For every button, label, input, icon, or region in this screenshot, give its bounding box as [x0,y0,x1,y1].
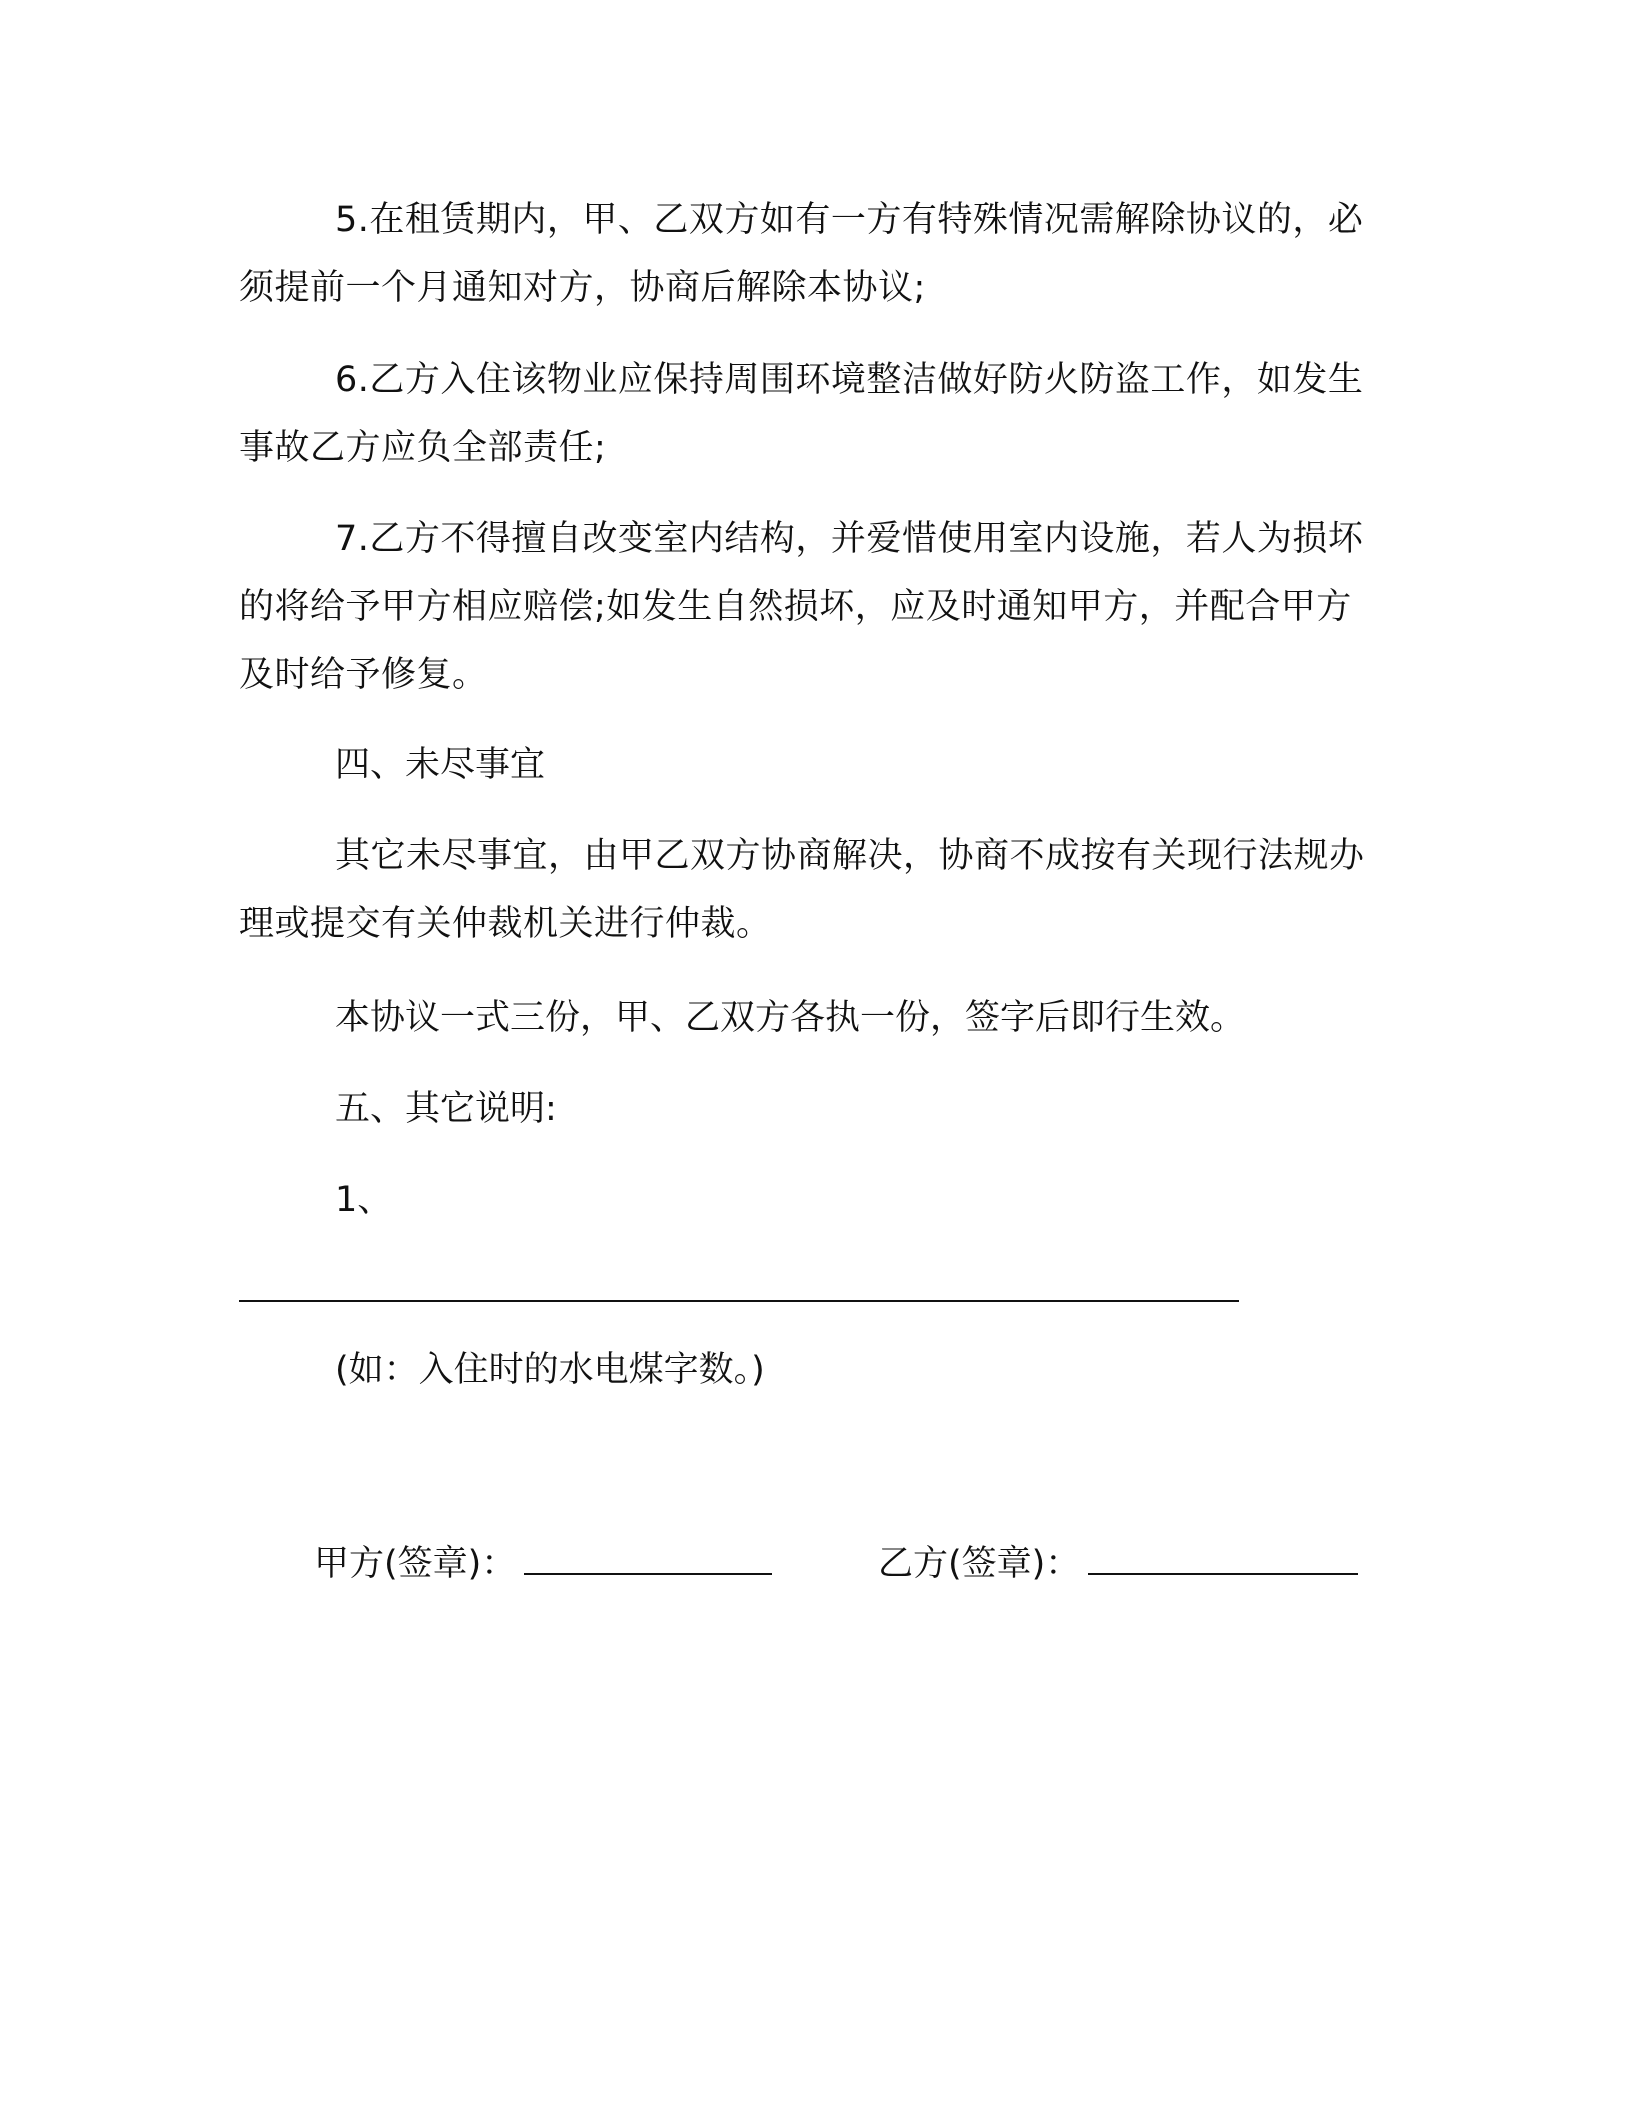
party-b-label: 乙方(签章)： [878,1544,1081,1584]
section-5-note: (如：入住时的水电煤字数。) [335,1350,765,1390]
section-5-heading: 五、其它说明: [335,1089,557,1129]
clause-7: 7.乙方不得擅自改变室内结构，并爱惜使用室内设施，若人为损坏的将给予甲方相应赔偿;如发生自然损坏，应及时通知甲方，并配合甲方及时给予修复。 [239,519,1364,695]
section-4-body: 其它未尽事宜，由甲乙双方协商解决，协商不成按有关现行法规办理或提交有关仲裁机关进行仲裁。 [239,836,1365,944]
party-b-signature [878,1530,1358,1598]
clause-5: 5.在租赁期内，甲、乙双方如有一方有特殊情况需解除协议的，必须提前一个月通知对方，协商后解除本协议; [239,200,1364,308]
copies-statement: 本协议一式三份，甲、乙双方各执一份，签字后即行生效。 [335,998,1246,1038]
fill-in-blank-line [239,1300,1239,1302]
party-a-signature-blank [524,1543,772,1575]
section-4-heading: 四、未尽事宜 [335,745,546,785]
party-b-signature-blank [1088,1543,1358,1575]
party-a-signature [314,1530,772,1598]
party-a-label: 甲方(签章)： [314,1544,517,1584]
clause-6: 6.乙方入住该物业应保持周围环境整洁做好防火防盗工作，如发生事故乙方应负全部责任; [239,360,1364,468]
section-5-item-1: 1、 [335,1180,393,1220]
